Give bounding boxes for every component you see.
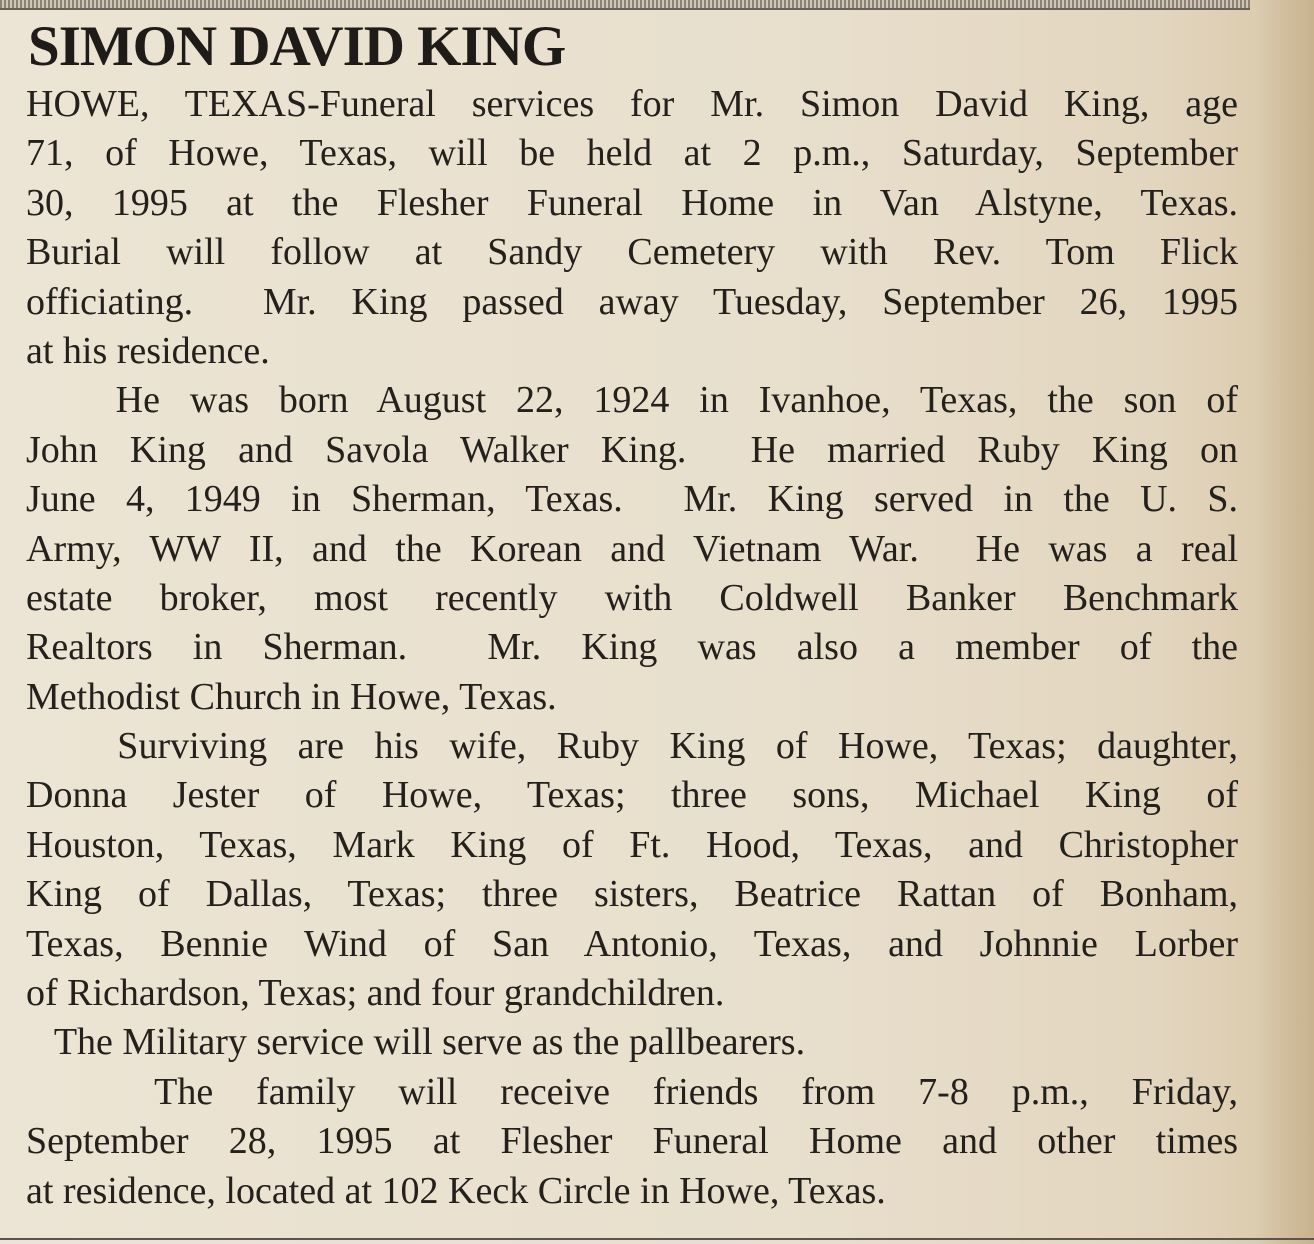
obituary-text-line: Surviving are his wife, Ruby King of Howe, Texas; daughter, (26, 725, 1238, 768)
obituary-text-line: The Military service will serve as the pallbearers. (26, 1021, 806, 1064)
obituary-text-line: King of Dallas, Texas; three sisters, Beatrice Rattan of Bonham, (26, 873, 1238, 916)
paper-edge-stain (1254, 0, 1314, 1244)
obituary-text-line: Burial will follow at Sandy Cemetery with Rev. Tom Flick (26, 231, 1238, 274)
top-border-rule (0, 0, 1250, 10)
obituary-text-line: Texas, Bennie Wind of San Antonio, Texas, and Johnnie Lorber (26, 922, 1238, 965)
obituary-text-line: estate broker, most recently with Coldwell Banker Benchmark (26, 576, 1238, 619)
obituary-text-line: 71, of Howe, Texas, will be held at 2 p.m., Saturday, September (26, 132, 1238, 175)
obituary-text-line: September 28, 1995 at Flesher Funeral Home and other times (26, 1120, 1238, 1163)
obituary-text-line: The family will receive friends from 7-8 p.m., Friday, (26, 1070, 1238, 1113)
obituary-text-line: He was born August 22, 1924 in Ivanhoe, Texas, the son of (26, 379, 1238, 422)
obituary-text-line: John King and Savola Walker King. He married Ruby King on (26, 428, 1238, 471)
obituary-text-line: officiating. Mr. King passed away Tuesday, September 26, 1995 (26, 280, 1238, 323)
obituary-text-line: June 4, 1949 in Sherman, Texas. Mr. King served in the U. S. (26, 478, 1238, 521)
bottom-border-rule (0, 1238, 1314, 1240)
obituary-text-line: Donna Jester of Howe, Texas; three sons, Michael King of (26, 774, 1238, 817)
obituary-body (26, 80, 1238, 1216)
obituary-text-line: at residence, located at 102 Keck Circle in Howe, Texas. (26, 1169, 886, 1212)
obituary-text-line: of Richardson, Texas; and four grandchildren. (26, 972, 725, 1015)
obituary-text-line: HOWE, TEXAS-Funeral services for Mr. Simon David King, age (26, 83, 1238, 125)
obituary-text-line: at his residence. (26, 329, 270, 372)
obituary-text-line: Realtors in Sherman. Mr. King was also a member of the (26, 626, 1238, 669)
obituary-text-line: 30, 1995 at the Flesher Funeral Home in Van Alstyne, Texas. (26, 181, 1238, 224)
obituary-text-line: Army, WW II, and the Korean and Vietnam War. He was a real (26, 527, 1238, 570)
obituary-text-line: Methodist Church in Howe, Texas. (26, 675, 557, 718)
obituary-headline: SIMON DAVID KING (28, 15, 566, 78)
obituary-text-line: Houston, Texas, Mark King of Ft. Hood, Texas, and Christopher (26, 823, 1238, 866)
